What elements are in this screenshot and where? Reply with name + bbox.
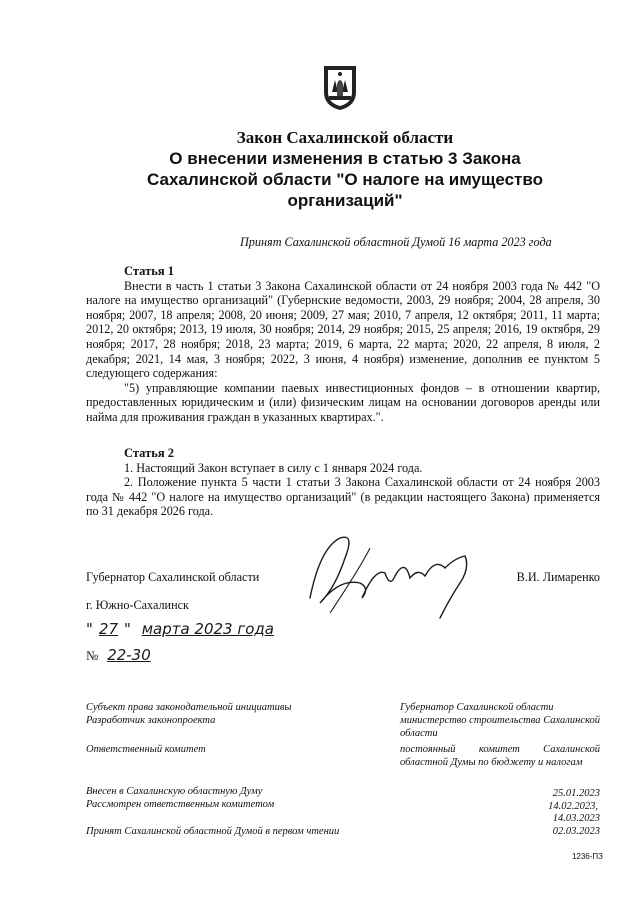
law-number: 22-30 — [107, 646, 151, 664]
governor-name: В.И. Лимаренко — [516, 570, 600, 584]
title-line-2: О внесении изменения в статью 3 Закона — [169, 149, 521, 168]
first-reading-label: Принят Сахалинской областной Думой в первом чтении — [86, 826, 340, 837]
considered-date-1: 14.02.2023, — [548, 801, 598, 812]
law-title — [100, 128, 590, 211]
article-1-heading: Статья 1 — [124, 264, 174, 278]
submitted-label: Внесен в Сахалинскую областную Думу — [86, 786, 263, 797]
number-prefix: № — [86, 648, 99, 663]
article-2 — [86, 446, 600, 519]
first-reading-date: 02.03.2023 — [552, 826, 600, 837]
committee-label: Ответственный комитет — [86, 744, 206, 755]
considered-label: Рассмотрен ответственным комитетом — [86, 799, 275, 810]
initiative-subject-value: Губернатор Сахалинской области — [400, 702, 554, 713]
article-2-heading: Статья 2 — [124, 446, 174, 460]
title-line-4: организаций" — [287, 191, 403, 210]
city: г. Южно-Сахалинск — [86, 598, 189, 612]
title-line-3: Сахалинской области "О налоге на имущество — [147, 170, 543, 189]
governor-position: Губернатор Сахалинской области — [86, 570, 260, 584]
date-day: 27 — [98, 620, 118, 638]
adoption-note: Принят Сахалинской областной Думой 16 марта 2023 года — [240, 235, 552, 249]
article-2-paragraph-2: 2. Положение пункта 5 части 1 статьи 3 Закона Сахалинской области от 24 ноября 2003 года № 442 "О налоге на имущество организаций" (в редакции настоящего Закона) применяется по 31 декабря 2026 года. — [86, 475, 600, 519]
initiative-subject-label: Субъект права законодательной инициативы — [86, 702, 292, 713]
committee-value: постоянный комитет Сахалинской областной Думы по бюджету и налогам — [400, 744, 600, 768]
handwritten-date — [86, 620, 316, 670]
date-rest: марта 2023 года — [141, 620, 274, 638]
title-line-1: Закон Сахалинской области — [236, 128, 454, 147]
article-1-paragraph-1: Внести в часть 1 статьи 3 Закона Сахалинской области от 24 ноября 2003 года № 442 "О налоге на имущество организаций" (Губернские ведомости, 2003, 29 ноября; 2004, 28 апреля, 30 ноября; 2007, 18 апреля; 2008, 20 июня; 2009, 27 мая; 2010, 7 апреля, 12 октября; 2011, 11 марта; 2012, 20 октября; 2013, 19 июля, 30 ноября; 2014, 29 ноября; 2015, 25 апреля; 2016, 19 октября, 29 ноября; 2017, 28 ноября; 2018, 23 марта; 2019, 6 марта, 22 марта; 2020, 22 апреля, 8 июля, 2 декабря; 2021, 14 мая, 3 ноября; 2022, 3 июня, 4 ноября) изменение, дополнив ее пунктом 5 следующего содержания: — [86, 278, 600, 381]
submitted-date: 25.01.2023 — [552, 788, 600, 799]
handwritten-signature — [300, 528, 480, 628]
footer-block — [86, 702, 600, 842]
article-2-paragraph-1: 1. Настоящий Закон вступает в силу с 1 января 2024 года. — [124, 460, 423, 475]
coat-of-arms-icon — [320, 62, 360, 112]
article-1 — [86, 264, 600, 425]
considered-date-2: 14.03.2023 — [552, 813, 600, 824]
developer-value: министерство строительства Сахалинской области — [400, 715, 600, 739]
developer-label: Разработчик законопроекта — [86, 715, 216, 726]
date-quote-open: " — [86, 620, 93, 638]
date-quote-close: " — [124, 620, 131, 638]
article-1-paragraph-2: "5) управляющие компании паевых инвестиционных фондов – в отношении квартир, предоставленных юридическим и (или) физическим лицам на основании договоров аренды или найма для проживания граждан в указанных квартирах.". — [86, 380, 600, 424]
document-code: 1236-ПЗ — [571, 852, 603, 861]
